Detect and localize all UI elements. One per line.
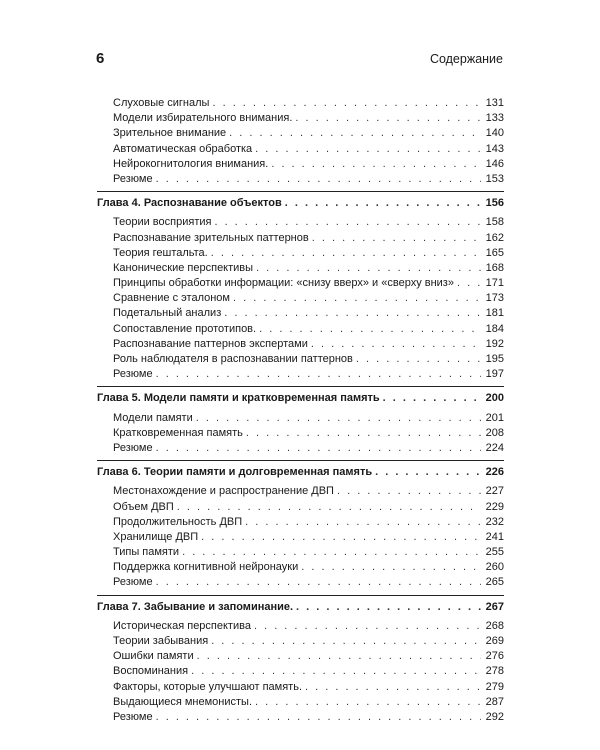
dot-leader [312, 231, 481, 246]
toc-section-entry [97, 215, 504, 230]
toc-entry-title: Объем ДВП [113, 500, 174, 513]
dot-leader [201, 530, 481, 545]
toc-entry-title: Глава 4. Распознавание объектов [97, 197, 282, 210]
dot-leader [375, 465, 481, 480]
toc-entry-title: Резюме [113, 441, 153, 454]
dot-leader [245, 515, 481, 530]
dot-leader [156, 710, 481, 725]
toc-entry-page: 224 [485, 441, 504, 454]
toc-section-entry [97, 276, 504, 291]
dot-leader [224, 306, 481, 321]
toc-entry-title: Сопоставление прототипов. [113, 322, 257, 335]
toc-entry-page: 241 [485, 530, 504, 543]
dot-leader [256, 261, 481, 276]
toc-entry-title: Подетальный анализ [113, 307, 222, 320]
toc-chapter-entry [97, 465, 504, 480]
dot-leader [182, 545, 481, 560]
toc-entry-page: 265 [485, 576, 504, 589]
toc-section-entry [97, 111, 504, 126]
toc-entry-page: 208 [485, 426, 504, 439]
toc-entry-page: 165 [485, 246, 504, 259]
toc-entry-page: 276 [485, 650, 504, 663]
toc-entry-page: 162 [485, 231, 504, 244]
toc-entry-page: 200 [485, 392, 504, 405]
chapter-divider [97, 595, 504, 596]
dot-leader [311, 337, 481, 352]
toc-entry-page: 278 [485, 665, 504, 678]
dot-leader [191, 664, 481, 679]
dot-leader [197, 649, 481, 664]
toc-section-entry [97, 426, 504, 441]
toc-section-entry [97, 530, 504, 545]
toc-section-entry [97, 337, 504, 352]
toc-entry-page: 133 [485, 112, 504, 125]
toc-entry-page: 181 [485, 307, 504, 320]
toc-entry-title: Нейрокогнитология внимания. [113, 157, 269, 170]
toc-entry-page: 292 [485, 710, 504, 723]
chapter-divider [97, 386, 504, 387]
running-head: Содержание [429, 52, 503, 66]
toc-section-entry [97, 291, 504, 306]
toc-entry-title: Ошибки памяти [113, 650, 194, 663]
toc-entry-page: 131 [485, 97, 504, 109]
dot-leader [254, 619, 481, 634]
toc-entry-page: 192 [485, 337, 504, 350]
toc-entry-page: 255 [485, 546, 504, 559]
toc-entry-title: Роль наблюдателя в распознавании паттернов [113, 353, 353, 365]
toc-section-entry [97, 634, 504, 649]
toc-section-entry [97, 96, 504, 111]
dot-leader [156, 367, 481, 382]
toc-chapter-entry [97, 391, 504, 406]
toc-entry-page: 184 [485, 322, 504, 335]
toc-entry-page: 260 [485, 561, 504, 574]
toc-entry-page: 158 [485, 216, 504, 229]
toc-section-entry [97, 649, 504, 664]
toc-section-entry [97, 695, 504, 710]
toc-section-entry [97, 710, 504, 725]
toc-entry-page: 229 [485, 500, 504, 513]
toc-entry-title: Распознавание зрительных паттернов [113, 231, 309, 244]
toc-entry-title: Модели избирательного внимания. [113, 112, 293, 125]
dot-leader [196, 411, 481, 426]
dot-leader [211, 246, 481, 261]
toc-entry-page: 267 [485, 600, 504, 613]
toc-chapter-entry [97, 196, 504, 211]
toc-entry-title: Выдающиеся мнемонисты. [113, 695, 253, 708]
toc-entry-page: 140 [485, 127, 504, 140]
toc-entry-page: 197 [485, 368, 504, 381]
toc-section-entry [97, 484, 504, 499]
page-number: 6 [96, 50, 105, 67]
toc-entry-title: Автоматическая обработка [113, 142, 253, 155]
dot-leader [301, 560, 481, 575]
toc-entry-title: Кратковременная память [113, 426, 243, 439]
toc-entry-page: 195 [485, 353, 504, 365]
toc-entry-page: 143 [485, 142, 504, 155]
dot-leader [305, 680, 481, 695]
toc-section-entry [97, 664, 504, 679]
dot-leader [356, 352, 481, 367]
toc-entry-page: 269 [485, 635, 504, 647]
toc-entry-title: Слуховые сигналы [113, 97, 210, 109]
toc-entry-title: Сравнение с эталоном [113, 292, 230, 305]
toc-section-entry [97, 231, 504, 246]
table-of-contents [97, 96, 504, 725]
toc-entry-page: 268 [485, 619, 504, 632]
dot-leader [156, 575, 481, 590]
toc-entry-page: 168 [485, 261, 504, 274]
dot-leader [337, 484, 481, 499]
toc-entry-title: Канонические перспективы [113, 261, 254, 274]
dot-leader [156, 441, 481, 456]
toc-entry-title: Резюме [113, 710, 153, 723]
dot-leader [259, 322, 481, 337]
toc-entry-page: 287 [485, 695, 504, 708]
toc-section-entry [97, 575, 504, 590]
toc-entry-title: Распознавание паттернов экспертами [113, 337, 308, 350]
toc-entry-page: 156 [485, 197, 504, 210]
toc-section-entry [97, 411, 504, 426]
toc-entry-title: Поддержка когнитивной нейронауки [113, 561, 299, 574]
toc-entry-page: 171 [485, 277, 504, 290]
toc-entry-title: Теории забывания [113, 635, 209, 647]
chapter-divider [97, 460, 504, 461]
toc-chapter-entry [97, 600, 504, 615]
dot-leader [285, 196, 481, 211]
toc-entry-title: Воспоминания [113, 665, 189, 678]
toc-entry-page: 226 [485, 466, 504, 479]
dot-leader [296, 600, 481, 615]
toc-section-entry [97, 142, 504, 157]
dot-leader [233, 291, 481, 306]
toc-section-entry [97, 500, 504, 515]
toc-section-entry [97, 172, 504, 187]
toc-section-entry [97, 261, 504, 276]
toc-section-entry [97, 367, 504, 382]
dot-leader [211, 634, 481, 649]
toc-entry-title: Хранилище ДВП [113, 530, 199, 543]
dot-leader [156, 172, 481, 187]
dot-leader [457, 276, 481, 291]
dot-leader [246, 426, 481, 441]
toc-section-entry [97, 680, 504, 695]
toc-section-entry [97, 246, 504, 261]
toc-entry-page: 279 [485, 680, 504, 693]
toc-section-entry [97, 157, 504, 172]
toc-entry-page: 173 [485, 292, 504, 305]
toc-section-entry [97, 322, 504, 337]
toc-entry-title: Местонахождение и распространение ДВП [113, 485, 334, 498]
toc-entry-title: Глава 6. Теории памяти и долговременная память [97, 466, 373, 479]
toc-entry-title: Типы памяти [113, 546, 180, 559]
toc-entry-page: 201 [485, 411, 504, 424]
toc-section-entry [97, 441, 504, 456]
toc-entry-title: Зрительное внимание [113, 127, 227, 140]
toc-section-entry [97, 545, 504, 560]
dot-leader [229, 126, 481, 141]
dot-leader [383, 391, 481, 406]
toc-entry-title: Резюме [113, 576, 153, 589]
toc-entry-title: Резюме [113, 368, 153, 381]
toc-entry-title: Модели памяти [113, 411, 193, 424]
toc-section-entry [97, 619, 504, 634]
dot-leader [177, 500, 481, 515]
chapter-divider [97, 191, 504, 192]
toc-entry-title: Факторы, которые улучшают память. [113, 680, 302, 693]
toc-entry-title: Теория гештальта. [113, 246, 208, 259]
toc-entry-title: Глава 5. Модели памяти и кратковременная память [97, 392, 380, 405]
toc-entry-title: Принципы обработки информации: «снизу вверх» и «сверху вниз» [113, 277, 454, 290]
dot-leader [295, 111, 481, 126]
toc-entry-page: 227 [485, 485, 504, 498]
toc-entry-page: 153 [485, 172, 504, 185]
toc-section-entry [97, 560, 504, 575]
dot-leader [214, 215, 481, 230]
dot-leader [255, 695, 481, 710]
dot-leader [212, 96, 481, 111]
toc-section-entry [97, 515, 504, 530]
toc-entry-title: Продолжительность ДВП [113, 515, 243, 528]
toc-entry-title: Резюме [113, 172, 153, 185]
dot-leader [255, 142, 481, 157]
dot-leader [271, 157, 481, 172]
toc-section-entry [97, 352, 504, 367]
toc-entry-title: Историческая перспектива [113, 619, 251, 632]
toc-section-entry [97, 306, 504, 321]
toc-section-entry [97, 126, 504, 141]
toc-entry-title: Глава 7. Забывание и запоминание. [97, 600, 294, 613]
toc-entry-title: Теории восприятия [113, 216, 212, 229]
toc-entry-page: 232 [485, 515, 504, 528]
toc-entry-page: 146 [485, 157, 504, 170]
